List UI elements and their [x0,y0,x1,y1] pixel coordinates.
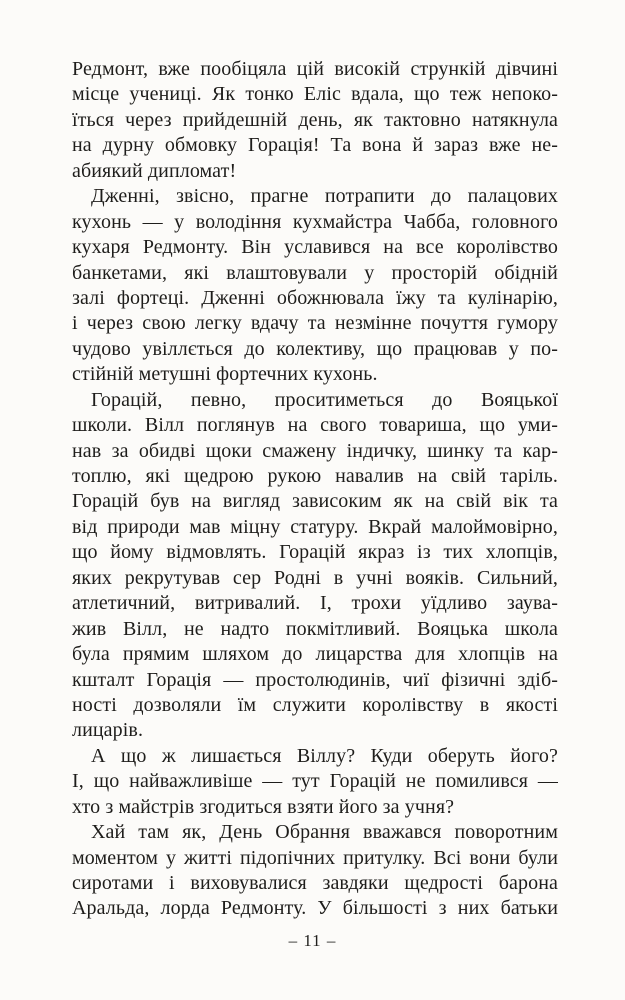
text-line: ності дозволяли їм служити королівству в якості [72,693,558,716]
text-line: Дженні, звісно, прагне потрапити до палацових [91,185,558,208]
paragraph [72,744,558,820]
text-line: абиякий дипломат! [72,159,237,182]
text-line: А що ж лишається Віллу? Куди оберуть його? [91,744,558,767]
text-line: лицарів. [72,719,144,742]
text-block [72,57,558,922]
text-line: кухонь — у володіння кухмайстра Чабба, головного [72,210,558,233]
text-line: банкетами, які влаштовували у просторій обідній [72,261,558,284]
text-line: Аральда, лорда Редмонту. У більшості з них батьки [72,897,558,920]
text-line: школи. Вілл поглянув на свого товариша, що уми- [72,414,558,437]
text-line: кшталт Горація — простолюдинів, чиї фізичні здіб- [72,668,558,691]
text-line: хто з майстрів згодиться взяти його за учня? [72,795,455,818]
text-line: була прямим шляхом до лицарства для хлопців на [72,643,558,666]
paragraph [72,388,558,744]
page-number: – 11 – [288,931,337,950]
text-line: топлю, які щедрою рукою навалив на свій таріль. [72,465,558,487]
text-line: що йому відмовлять. Горацій якраз із тих хлопців, [72,541,558,564]
text-line: Горацій, певно, проситиметься до Вояцької [91,388,558,411]
text-line: жив Вілл, не надто покмітливий. Вояцька школа [72,617,558,640]
text-line: на дурну обмовку Горація! Та вона й зараз вже не- [72,134,558,157]
text-line: атлетичний, витривалий. І, трохи уїдливо заува- [72,592,558,615]
text-line: і через свою легку вдачу та незмінне почуття гумору [72,312,558,335]
text-line: залі фортеці. Дженні обожнювала їжу та кулінарію, [72,286,558,309]
text-line: від природи мав міцну статуру. Вкрай малоймовірно, [72,515,558,538]
text-line: яких рекрутував сер Родні в учні вояків. Сильний, [72,566,558,589]
text-line: моментом у житті підопічних притулку. Всі вони були [72,846,558,869]
text-line: Хай там як, День Обрання вважався поворотним [91,821,558,844]
text-line: кухаря Редмонту. Він уславився на все королівство [72,236,558,259]
paragraph [72,184,558,388]
paragraph [72,57,558,184]
text-line: Горацій був на вигляд зависоким як на свій вік та [72,490,558,513]
text-line: І, що найважливіше — тут Горацій не помилився — [72,770,558,793]
text-line: їться через прийдешній день, як тактовно натякнула [72,108,558,131]
text-line: чудово увіллється до колективу, що працював у по- [72,337,558,360]
text-line: сиротами і виховувалися завдяки щедрості барона [72,872,558,894]
text-line: місце учениці. Як тонко Еліс вдала, що теж непоко- [72,83,558,106]
paragraph [72,820,558,922]
text-line: стійній метушні фортечних кухонь. [72,363,378,386]
text-line: Редмонт, вже пообіцяла цій високій стрункій дівчині [72,58,558,80]
text-line: нав за обидві щоки смажену індичку, шинку та кар- [72,439,558,462]
